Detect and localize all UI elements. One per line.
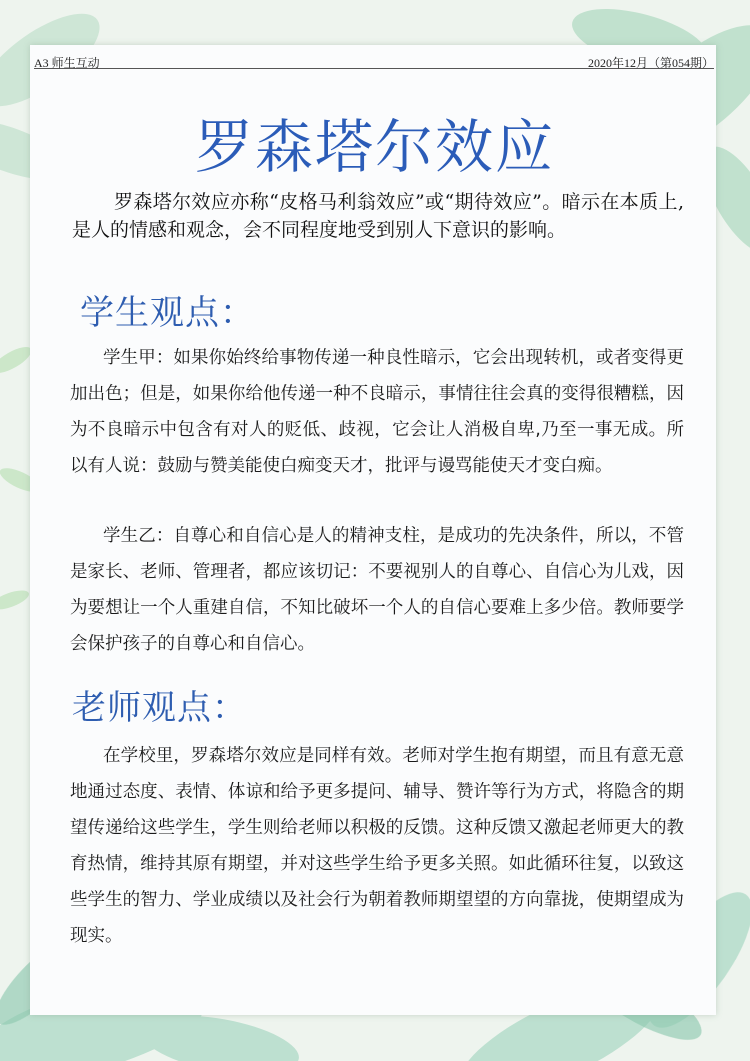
intro-paragraph: 罗森塔尔效应亦称“皮格马利翁效应”或“期待效应”。暗示在本质上,是人的情感和观念，会不同程度地受到别人下意识的影响。 <box>72 191 684 241</box>
student-section-heading: 学生观点： <box>80 293 255 333</box>
teacher-section-heading: 老师观点： <box>72 688 247 728</box>
page-title: 罗森塔尔效应 <box>194 113 555 181</box>
student-b-paragraph: 学生乙：自尊心和自信心是人的精神支柱，是成功的先决条件，所以，不管是家长、老师、管理者，都应该切记：不要视别人的自尊心、自信心为儿戏，因为要想让一个人重建自信，不知比破坏一个人的自信心要难上多少倍。教师要学会保护孩子的自尊心和自信心。 <box>70 526 684 654</box>
page-header <box>34 54 714 69</box>
student-a-paragraph: 学生甲：如果你始终给事物传递一种良性暗示，它会出现转机，或者变得更加出色；但是，如果你给他传递一种不良暗示，事情往往会真的变得很糟糕，因为不良暗示中包含有对人的贬低、歧视，它会让人消极自卑,乃至一事无成。所以有人说：鼓励与赞美能使白痴变天才，批评与谩骂能使天才变白痴。 <box>70 348 684 476</box>
teacher-paragraph: 在学校里，罗森塔尔效应是同样有效。老师对学生抱有期望，而且有意无意地通过态度、表情、体谅和给予更多提问、辅导、赞许等行为方式，将隐含的期望传递给这些学生，学生则给老师以积极的反馈。这种反馈又激起老师更大的教育热情，维持其原有期望，并对这些学生给予更多关照。如此循环往复，以致这些学生的智力、学业成绩以及社会行为朝着教师期望望的方向靠拢，使期望成为现实。 <box>70 746 684 946</box>
header-date: 2020年12月（第054期） <box>587 56 714 70</box>
header-section-label: A3 师生互动 <box>34 56 100 70</box>
